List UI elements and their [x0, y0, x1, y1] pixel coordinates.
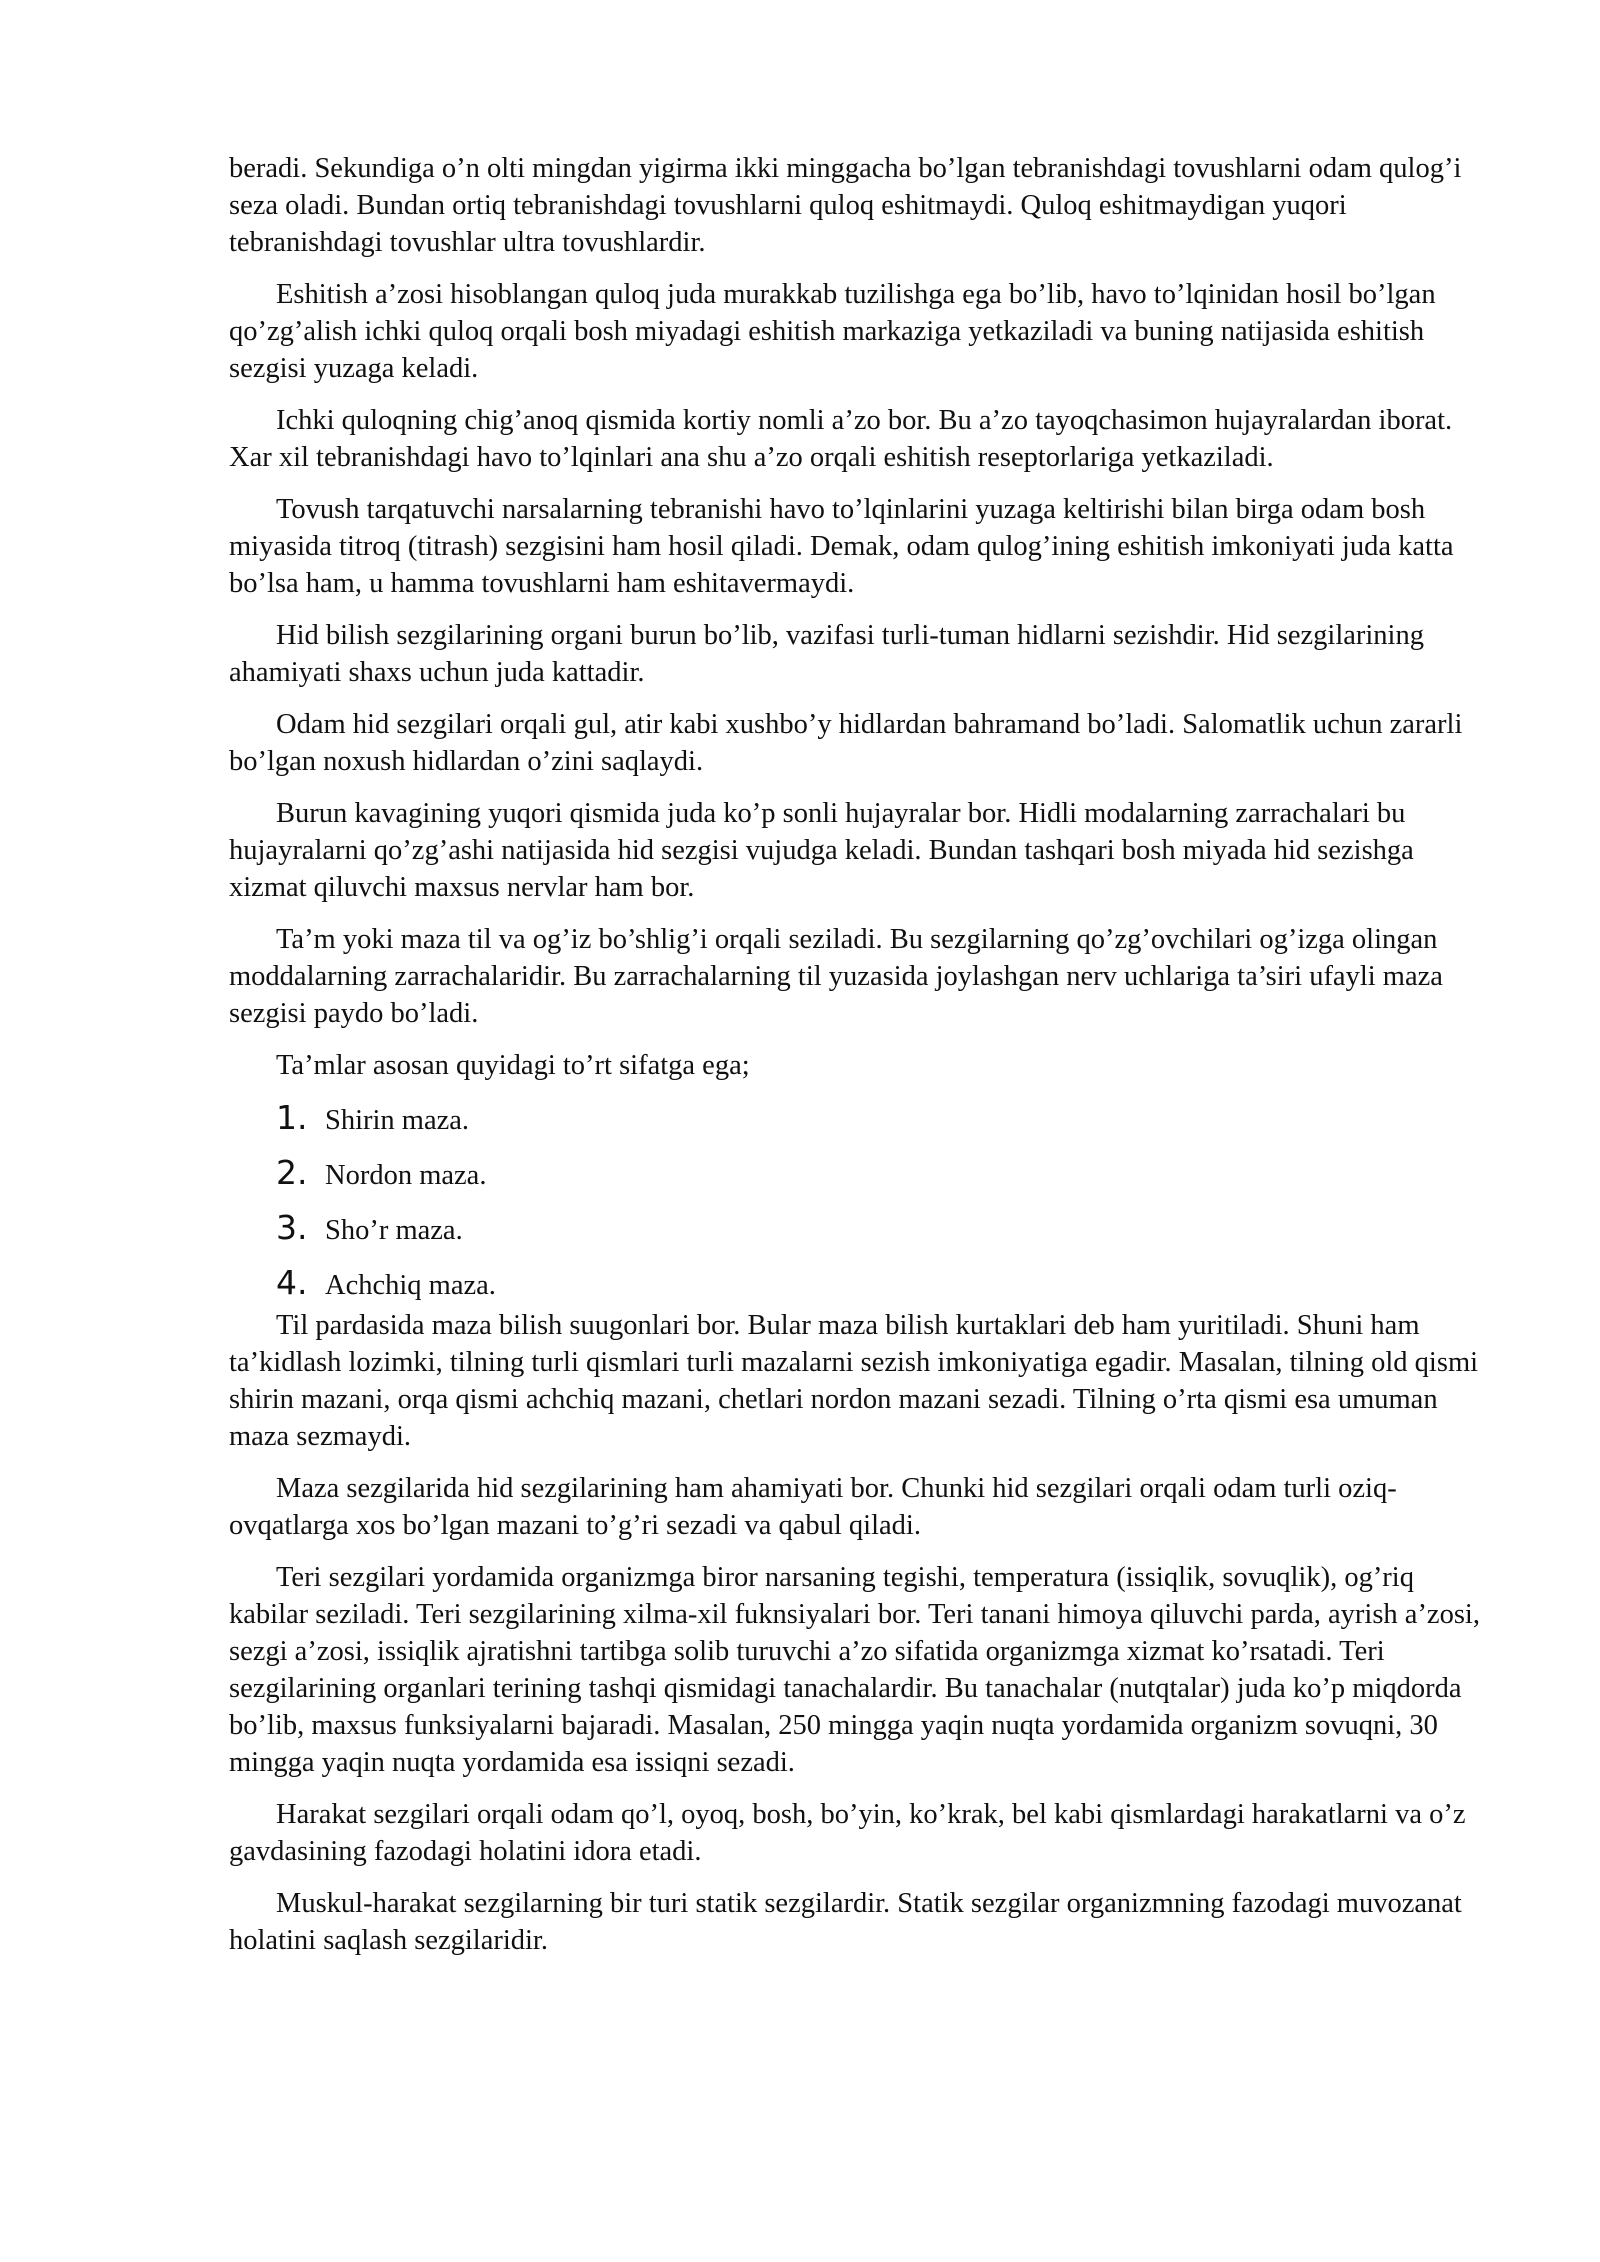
- paragraph: Muskul-harakat sezgilarning bir turi statik sezgilardir. Statik sezgilar organizmning fazodagi muvozanat holatini saqlash sezgilaridir.: [229, 1888, 1462, 1956]
- paragraph: Eshitish a’zosi hisoblangan quloq juda murakkab tuzilishga ega bo’lib, havo to’lqinidan hosil bo’lgan qo’zg’alish ichki quloq orqali bosh miyadagi eshitish markaziga yetkaziladi va buning natijasida eshitish sezgisi yuzaga keladi.: [229, 279, 1436, 384]
- list-number: 4.: [276, 1263, 308, 1302]
- paragraph: Odam hid sezgilari orqali gul, atir kabi xushbo’y hidlardan bahramand bo’ladi. Salomatlik uchun zararli bo’lgan noxush hidlardan o’zini saqlaydi.: [229, 709, 1463, 777]
- paragraph: beradi. Sekundiga o’n olti mingdan yigirma ikki minggacha bo’lgan tebranishdagi tovushlarni odam qulog’i seza oladi. Bundan ortiq tebranishdagi tovushlarni quloq eshitmaydi. Quloq eshitmaydigan yuqori tebranishdagi tovushlar ultra tovushlardir.: [229, 153, 1462, 258]
- paragraph: Hid bilish sezgilarining organi burun bo’lib, vazifasi turli-tuman hidlarni sezishdir. Hid sezgilarining ahamiyati shaxs uchun juda kattadir.: [229, 620, 1424, 688]
- document-page: [229, 150, 1489, 1974]
- taste-list: [229, 1099, 1489, 1319]
- list-number: 2.: [276, 1153, 308, 1192]
- paragraph: Tovush tarqatuvchi narsalarning tebranishi havo to’lqinlarini yuzaga keltirishi bilan birga odam bosh miyasida titroq (titrash) sezgisini ham hosil qiladi. Demak, odam qulog’ining eshitish imkoniyati juda katta bo’lsa ham, u hamma tovushlarni ham eshitavermaydi.: [229, 494, 1454, 599]
- list-item: [229, 1099, 1489, 1154]
- list-text: Nordon maza.: [325, 1160, 487, 1191]
- list-text: Shirin maza.: [325, 1105, 470, 1136]
- list-text: Achchiq maza.: [325, 1270, 496, 1301]
- list-intro-paragraph: Ta’mlar asosan quyidagi to’rt sifatga ega;: [276, 1050, 750, 1081]
- list-item: [229, 1209, 1489, 1264]
- list-number: 1.: [276, 1098, 308, 1137]
- paragraph: Teri sezgilari yordamida organizmga biror narsaning tegishi, temperatura (issiqlik, sovuqlik), og’riq kabilar seziladi. Teri sezgilarining xilma-xil fuknsiyalari bor. Teri tanani himoya qiluvchi parda, ayrish a’zosi, sezgi a’zosi, issiqlik ajratishni tartibga solib turuvchi a’zo sifatida organizmga xizmat ko’rsatadi. Teri sezgilarining organlari terining tashqi qismidagi tanachalardir. Bu tanachalar (nutqtalar) juda ko’p miqdorda bo’lib, maxsus funksiyalarni bajaradi. Masalan, 250 mingga yaqin nuqta yordamida organizm sovuqni, 30 mingga yaqin nuqta yordamida esa issiqni sezadi.: [229, 1562, 1480, 1778]
- paragraph: Harakat sezgilari orqali odam qo’l, oyoq, bosh, bo’yin, ko’krak, bel kabi qismlardagi harakatlarni va o’z gavdasining fazodagi holatini idora etadi.: [229, 1799, 1466, 1867]
- list-item: [229, 1154, 1489, 1209]
- paragraph: Til pardasida maza bilish suugonlari bor. Bular maza bilish kurtaklari deb ham yuritiladi. Shuni ham ta’kidlash lozimki, tilning turli qismlari turli mazalarni sezish imkoniyatiga egadir. Masalan, tilning old qismi shirin mazani, orqa qismi achchiq mazani, chetlari nordon mazani sezadi. Tilning o’rta qismi esa umuman maza sezmaydi.: [229, 1310, 1479, 1452]
- paragraph: Burun kavagining yuqori qismida juda ko’p sonli hujayralar bor. Hidli modalarning zarrachalari bu hujayralarni qo’zg’ashi natijasida hid sezgisi vujudga keladi. Bundan tashqari bosh miyada hid sezishga xizmat qiluvchi maxsus nervlar ham bor.: [229, 798, 1414, 903]
- paragraph: Ichki quloqning chig’anoq qismida kortiy nomli a’zo bor. Bu a’zo tayoqchasimon hujayralardan iborat. Xar xil tebranishdagi havo to’lqinlari ana shu a’zo orqali eshitish reseptorlariga yetkaziladi.: [229, 405, 1453, 473]
- list-number: 3.: [276, 1208, 308, 1247]
- paragraph: Maza sezgilarida hid sezgilarining ham ahamiyati bor. Chunki hid sezgilari orqali odam turli oziq-ovqatlarga xos bo’lgan mazani to’g’ri sezadi va qabul qiladi.: [229, 1473, 1397, 1541]
- list-text: Sho’r maza.: [325, 1215, 463, 1246]
- paragraph: Ta’m yoki maza til va og’iz bo’shlig’i orqali seziladi. Bu sezgilarning qo’zg’ovchilari og’izga olingan moddalarning zarrachalaridir. Bu zarrachalarning til yuzasida joylashgan nerv uchlariga ta’siri ufayli maza sezgisi paydo bo’ladi.: [229, 924, 1443, 1029]
